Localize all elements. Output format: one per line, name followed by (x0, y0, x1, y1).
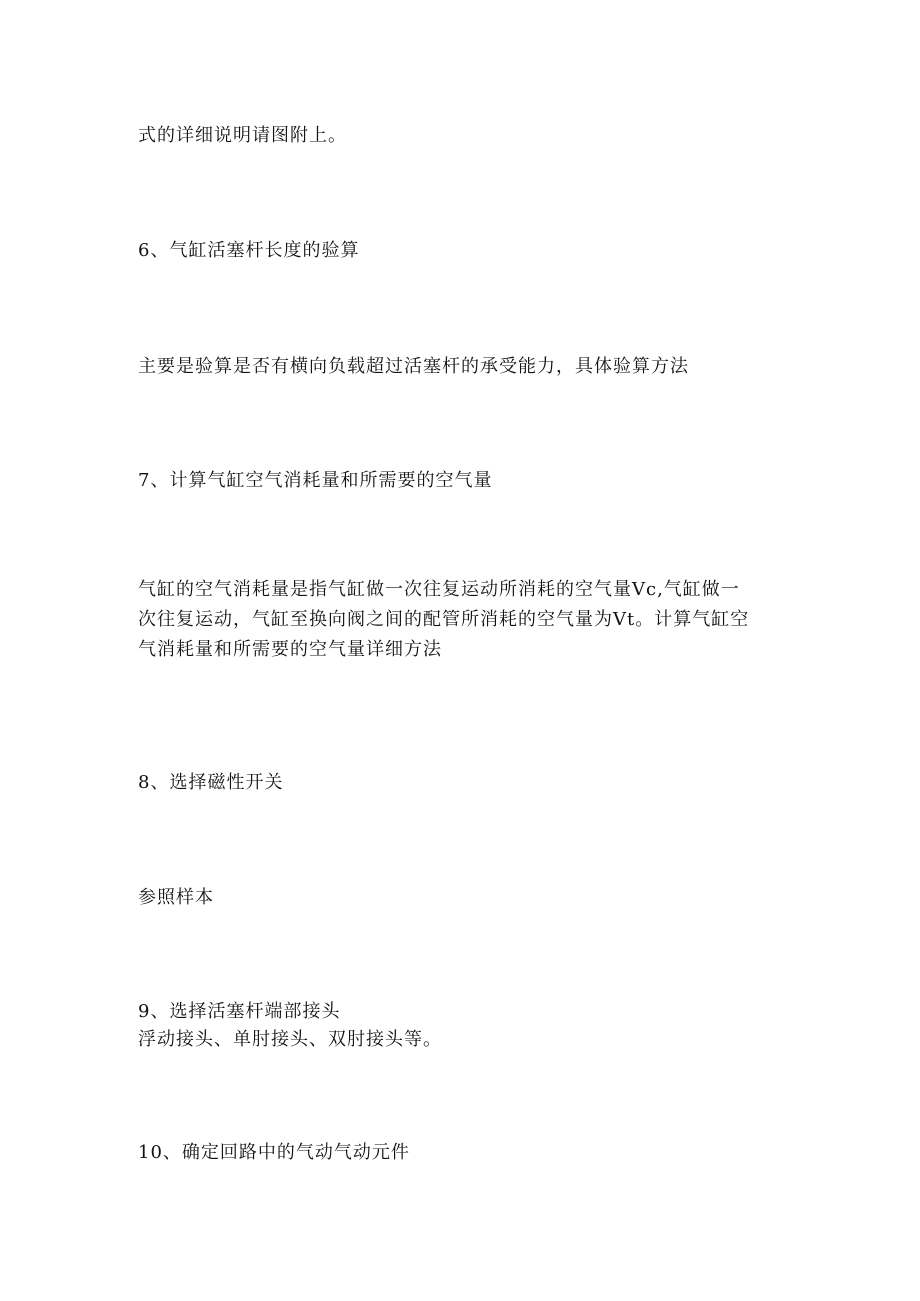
paragraph-section-7-line-1: 气缸的空气消耗量是指气缸做一次往复运动所消耗的空气量Vc,气缸做一 (138, 579, 740, 600)
paragraph-section-7-line-2: 次往复运动，气缸至换向阀之间的配管所消耗的空气量为Vt。计算气缸空 (138, 609, 750, 630)
paragraph-section-7-line-3: 气消耗量和所需要的空气量详细方法 (138, 639, 442, 660)
paragraph-section-9: 浮动接头、单肘接头、双肘接头等。 (138, 1029, 442, 1050)
paragraph-section-8: 参照样本 (138, 887, 214, 908)
heading-section-6: 6、气缸活塞杆长度的验算 (138, 240, 360, 261)
paragraph-section-6: 主要是验算是否有横向负载超过活塞杆的承受能力，具体验算方法 (138, 356, 689, 377)
paragraph-intro: 式的详细说明请图附上。 (138, 125, 347, 146)
heading-section-10: 10、确定回路中的气动气动元件 (138, 1142, 410, 1163)
heading-section-7: 7、计算气缸空气消耗量和所需要的空气量 (138, 470, 493, 491)
heading-section-8: 8、选择磁性开关 (138, 772, 284, 793)
paragraph-section-7 (138, 575, 788, 665)
heading-section-9: 9、选择活塞杆端部接头 (138, 1001, 341, 1022)
